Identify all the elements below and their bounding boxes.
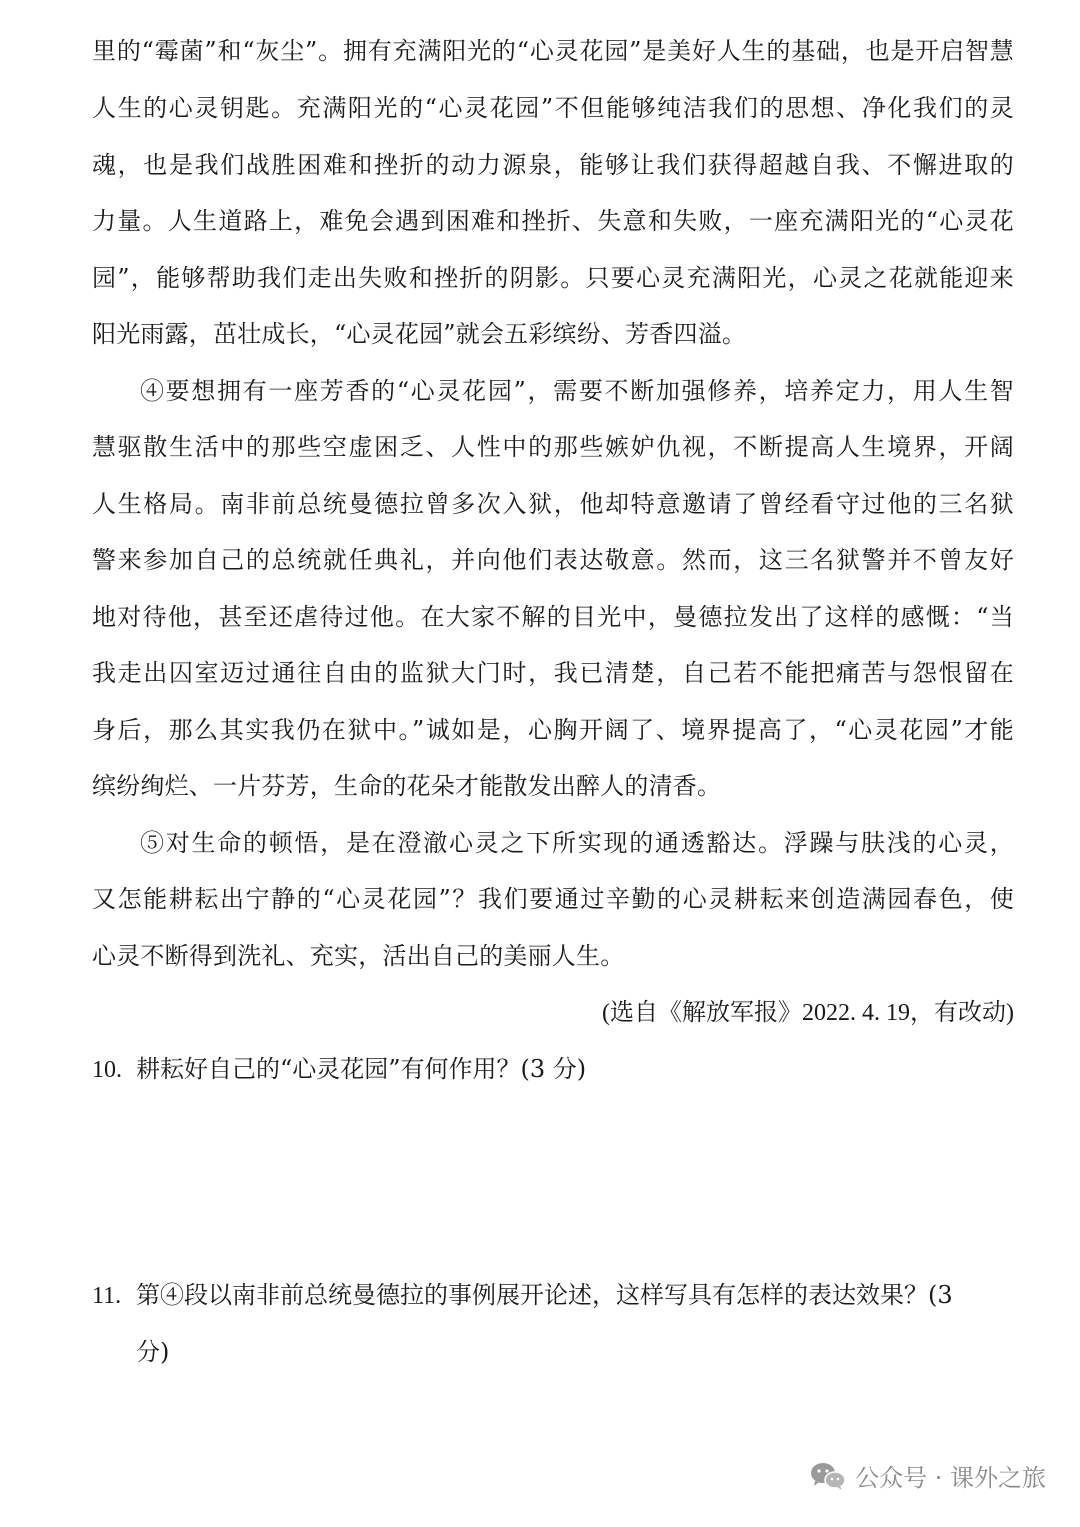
question-text: 第④段以南非前总统曼德拉的事例展开论述，这样写具有怎样的表达效果？(3 [136,1281,953,1309]
p4-line: 地对待他，甚至还虐待过他。在大家不解的目光中，曼德拉发出了这样的感慨：“当 [92,603,1014,631]
p4-line: 缤纷绚烂、一片芬芳，生命的花朵才能散发出醉人的清香。 [92,772,722,800]
p4-line: ④要想拥有一座芳香的“心灵花园”，需要不断加强修养，培养定力，用人生智 [140,377,1014,405]
p4-line: 我走出囚室迈过通往自由的监狱大门时，我已清楚，自己若不能把痛苦与怨恨留在 [92,659,1014,687]
p3-line: 阳光雨露，茁壮成长，“心灵花园”就会五彩缤纷、芳香四溢。 [92,320,747,348]
passage-source: (选自《解放军报》2022. 4. 19，有改动) [602,1000,1014,1026]
watermark-text: 公众号 · 课外之旅 [855,1464,1046,1492]
p5-line: 心灵不断得到洗礼、充实，活出自己的美丽人生。 [92,942,625,970]
question-number: 11. [92,1283,122,1309]
question-text-continuation: 分) [136,1338,170,1366]
p3-line: 力量。人生道路上，难免会遇到困难和挫折、失意和失败，一座充满阳光的“心灵花 [92,207,1014,235]
question-11 [92,1280,953,1311]
p3-line: 里的“霉菌”和“灰尘”。拥有充满阳光的“心灵花园”是美好人生的基础，也是开启智慧 [92,37,1014,65]
p4-line: 慧驱散生活中的那些空虚困乏、人性中的那些嫉妒仇视，不断提高人生境界，开阔 [92,433,1014,461]
question-10 [92,1054,586,1085]
p5-line: ⑤对生命的顿悟，是在澄澈心灵之下所实现的通透豁达。浮躁与肤浅的心灵， [140,829,1014,857]
question-text: 耕耘好自己的“心灵花园”有何作用？(3 分) [136,1055,587,1083]
p4-line: 人生格局。南非前总统曼德拉曾多次入狱，他却特意邀请了曾经看守过他的三名狱 [92,490,1014,518]
p4-line: 警来参加自己的总统就任典礼，并向他们表达敬意。然而，这三名狱警并不曾友好 [92,546,1014,574]
p3-line: 园”，能够帮助我们走出失败和挫折的阴影。只要心灵充满阳光，心灵之花就能迎来 [92,264,1014,292]
p3-line: 人生的心灵钥匙。充满阳光的“心灵花园”不但能够纯洁我们的思想、净化我们的灵 [92,94,1014,122]
p5-line: 又怎能耕耘出宁静的“心灵花园”？我们要通过辛勤的心灵耕耘来创造满园春色，使 [92,885,1014,913]
p3-line: 魂，也是我们战胜困难和挫折的动力源泉，能够让我们获得超越自我、不懈进取的 [92,151,1014,179]
wechat-icon [809,1460,847,1492]
p4-line: 身后，那么其实我仍在狱中。”诚如是，心胸开阔了、境界提高了，“心灵花园”才能 [92,716,1014,744]
watermark [809,1458,1046,1493]
question-number: 10. [92,1057,122,1083]
